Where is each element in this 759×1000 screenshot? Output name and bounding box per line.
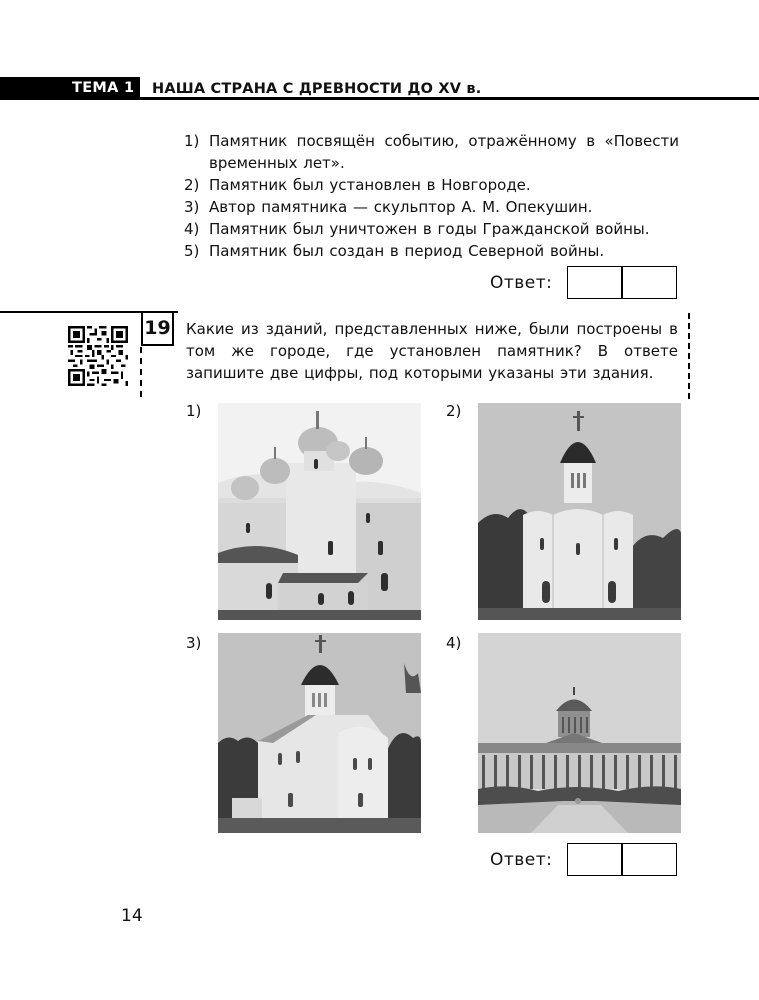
photo-3-church: [218, 633, 421, 850]
photo-1-cathedral: [218, 403, 421, 620]
task-dashed-border-left: [140, 347, 142, 397]
answer-cell-1[interactable]: [567, 266, 623, 299]
statement-item: 3) Автор памятника — скульптор А. М. Опекушин.: [184, 198, 593, 216]
task-question: Какие из зданий, представленных ниже, были построены в том же городе, где установлен памятник? В ответе запишите две цифры, под которыми указаны эти здания.: [186, 320, 678, 382]
page-number: 14: [121, 906, 143, 926]
photo-label-2: 2): [446, 402, 462, 420]
answer-cell-2[interactable]: [621, 843, 677, 876]
photo-label-1: 1): [186, 402, 202, 420]
answer-block-18: [490, 266, 680, 300]
answer-block-19: [490, 843, 680, 877]
photo-label-4: 4): [446, 634, 462, 652]
answer-cell-2[interactable]: [621, 266, 677, 299]
statement-item: 1) Памятник посвящён событию, отражённому в «Повести временных лет».: [184, 132, 679, 172]
section-title: НАША СТРАНА С ДРЕВНОСТИ ДО XV в.: [152, 81, 482, 97]
statement-item: 5) Памятник был создан в период Северной войны.: [184, 242, 605, 260]
qr-code-icon[interactable]: [68, 326, 128, 386]
photo-4-cathedral: [478, 633, 681, 850]
statement-list: [184, 130, 679, 262]
photo-label-3: 3): [186, 634, 202, 652]
answer-label: Ответ:: [490, 850, 553, 870]
statement-item: 4) Памятник был уничтожен в годы Гражданской войны.: [184, 220, 650, 238]
section-tag: ТЕМА 1: [0, 77, 140, 100]
answer-cell-1[interactable]: [567, 843, 623, 876]
task-dashed-border-right: [688, 313, 690, 399]
photo-2-church: [478, 403, 681, 620]
statement-item: 2) Памятник был установлен в Новгороде.: [184, 176, 531, 194]
task-number: 19: [141, 313, 174, 346]
answer-label: Ответ:: [490, 273, 553, 293]
